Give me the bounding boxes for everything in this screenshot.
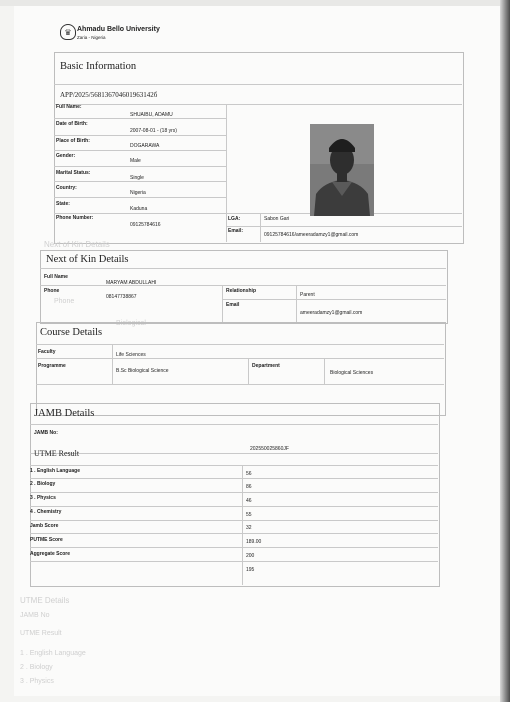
jamb-no-label: JAMB No: bbox=[34, 430, 58, 436]
divider bbox=[54, 181, 226, 182]
university-location: Zaria - Nigeria bbox=[77, 35, 106, 40]
putme-score-value: 189.00 bbox=[246, 539, 262, 545]
divider bbox=[30, 506, 438, 507]
divider bbox=[30, 533, 438, 534]
divider bbox=[30, 492, 438, 493]
gender-label: Gender: bbox=[56, 153, 76, 159]
course-title: Course Details bbox=[40, 327, 103, 338]
divider bbox=[324, 358, 325, 384]
email-label: Email: bbox=[228, 228, 244, 234]
department-label: Department bbox=[252, 363, 280, 369]
country-value: Nigeria bbox=[130, 190, 146, 196]
lga-label: LGA: bbox=[228, 216, 241, 222]
next-of-kin-title: Next of Kin Details bbox=[46, 254, 129, 265]
dob-label: Date of Birth: bbox=[56, 121, 88, 127]
divider bbox=[222, 299, 446, 300]
divider bbox=[242, 465, 243, 585]
utme-title: UTME Result bbox=[34, 449, 80, 458]
full-name-value: SHUAIBU, ADAMU bbox=[130, 112, 173, 118]
subject-name: 2 . Biology bbox=[30, 481, 56, 487]
divider bbox=[36, 344, 444, 345]
divider bbox=[54, 135, 226, 136]
divider bbox=[30, 465, 438, 466]
divider bbox=[54, 104, 462, 105]
basic-info-title: Basic Information bbox=[60, 61, 137, 72]
faculty-label: Faculty bbox=[38, 349, 56, 355]
divider bbox=[248, 358, 249, 384]
kin-full-name-label: Full Name bbox=[44, 274, 68, 280]
kin-full-name-value: MARYAM ABDULLAHI bbox=[106, 280, 157, 286]
place-of-birth-value: DOGARAWA bbox=[130, 143, 160, 149]
full-name-label: Full Name: bbox=[56, 104, 82, 110]
show-through-text: 1 . English Language bbox=[20, 650, 86, 657]
kin-phone-label: Phone bbox=[44, 288, 60, 294]
kin-email-label: Email bbox=[226, 302, 240, 308]
jamb-title: JAMB Details bbox=[34, 408, 95, 419]
show-through-text: Biological bbox=[116, 320, 146, 327]
extra-score-value: 195 bbox=[246, 567, 255, 573]
divider bbox=[54, 118, 226, 119]
divider bbox=[30, 424, 438, 425]
gender-value: Male bbox=[130, 158, 141, 164]
passport-photo bbox=[310, 124, 374, 216]
divider bbox=[36, 384, 444, 385]
show-through-text: JAMB No bbox=[20, 612, 50, 619]
jamb-no-value: 202550025860JF bbox=[250, 446, 289, 452]
email-value: 09125784616/ameeradamzy1@gmail.com bbox=[264, 232, 359, 238]
university-logo-icon: ♛ bbox=[60, 24, 76, 40]
kin-phone-value: 08147738867 bbox=[106, 294, 137, 300]
phone-number-label: Phone Number: bbox=[56, 215, 94, 221]
divider bbox=[222, 285, 223, 322]
marital-status-label: Marital Status: bbox=[56, 170, 91, 176]
lga-value: Sabon Gari bbox=[264, 216, 290, 222]
subject-score: 55 bbox=[246, 512, 252, 518]
divider bbox=[30, 478, 438, 479]
show-through-text: 2 . Biology bbox=[20, 664, 53, 671]
divider bbox=[112, 344, 113, 384]
show-through-text: Next of Kin Details bbox=[44, 240, 110, 249]
application-number: APP/2025/568136704601963142б bbox=[60, 91, 158, 99]
show-through-text: 3 . Physics bbox=[20, 678, 54, 685]
state-value: Kaduna bbox=[130, 206, 148, 212]
divider bbox=[54, 197, 226, 198]
dob-value: 2007-08-01 - (18 yrs) bbox=[130, 128, 177, 134]
divider bbox=[40, 285, 446, 286]
country-label: Country: bbox=[56, 185, 77, 191]
divider bbox=[260, 213, 261, 242]
department-value: Biological Sciences bbox=[330, 370, 374, 376]
subject-score: 56 bbox=[246, 471, 252, 477]
university-name: Ahmadu Bello University bbox=[77, 26, 160, 33]
aggregate-score-label: Aggregate Score bbox=[30, 551, 71, 557]
divider bbox=[30, 561, 438, 562]
programme-value: B.Sc Biological Science bbox=[116, 368, 169, 374]
divider bbox=[54, 150, 226, 151]
kin-email-value: ameeradamzy1@gmail.com bbox=[300, 310, 363, 316]
subject-name: 3 . Physics bbox=[30, 495, 56, 501]
faculty-value: Life Sciences bbox=[116, 352, 146, 358]
subject-score: 46 bbox=[246, 498, 252, 504]
divider bbox=[40, 268, 446, 269]
programme-label: Programme bbox=[38, 363, 66, 369]
putme-score-label: PUTME Score bbox=[30, 537, 63, 543]
divider bbox=[226, 226, 462, 227]
subject-name: 1 . English Language bbox=[30, 468, 81, 474]
jamb-score-label: Jamb Score bbox=[30, 523, 59, 529]
aggregate-score-value: 200 bbox=[246, 553, 255, 559]
show-through-text: Phone bbox=[54, 298, 75, 305]
show-through-text: UTME Result bbox=[20, 630, 62, 637]
kin-relationship-label: Relationship bbox=[226, 288, 257, 294]
place-of-birth-label: Place of Birth: bbox=[56, 138, 90, 144]
divider bbox=[36, 358, 444, 359]
divider bbox=[226, 104, 227, 242]
jamb-panel bbox=[30, 403, 440, 587]
phone-number-value: 09125784616 bbox=[130, 222, 161, 228]
passport-photo-image bbox=[310, 124, 374, 216]
divider bbox=[54, 213, 462, 214]
divider bbox=[54, 84, 462, 85]
kin-relationship-value: Parent bbox=[300, 292, 315, 298]
scan-edge-shadow bbox=[500, 0, 510, 702]
divider bbox=[30, 520, 438, 521]
divider bbox=[296, 285, 297, 322]
basic-info-panel bbox=[54, 52, 464, 244]
jamb-score-value: 32 bbox=[246, 525, 252, 531]
state-label: State: bbox=[56, 201, 70, 207]
show-through-text: UTME Details bbox=[20, 596, 70, 605]
subject-name: 4 . Chemistry bbox=[30, 509, 62, 515]
marital-status-value: Single bbox=[130, 175, 144, 181]
divider bbox=[54, 166, 226, 167]
divider bbox=[30, 453, 438, 454]
divider bbox=[30, 547, 438, 548]
subject-score: 86 bbox=[246, 484, 252, 490]
